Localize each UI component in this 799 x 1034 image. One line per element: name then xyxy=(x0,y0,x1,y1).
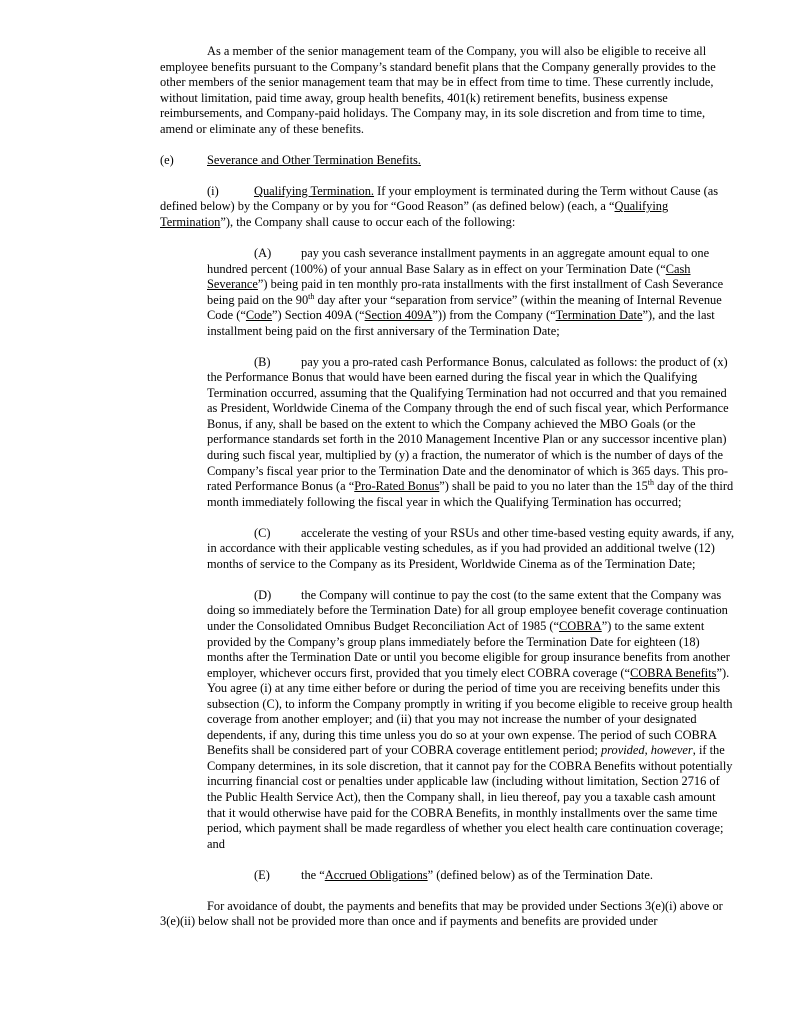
item-b-text: day of the third month immediately following the fiscal year in which the Qualifying Termination has occurred; xyxy=(207,479,734,509)
benefits-paragraph: As a member of the senior management team of the Company, you will also be eligible to receive all employee benefits pursuant to the Company’s standard benefit plans that the Company generally provides to the other members of the senior management team that may be in effect from time to time. These currently include, without limitation, paid time away, group health benefits, 401(k) retirement benefits, business expense reimbursements, and Company-paid holidays. The Company may, in its sole discretion and from time to time, amend or eliminate any of these benefits. xyxy=(160,44,716,136)
item-d-text: ”). You agree (i) at any time either before or during the period of time you are receiving benefits under this subsection (C), to inform the Company promptly in writing if you become eligible to receive group health coverage from another employer; and (ii) that you may not increase the number of your designated dependents, if any, during this time unless you do so at your own expense. The period of such COBRA Benefits shall be considered part of your COBRA coverage entitlement period; xyxy=(207,665,733,758)
ordinal-superscript: th xyxy=(647,478,655,487)
item-c-marker: (C) xyxy=(254,525,271,540)
item-d-text: , if the Company determines, in its sole discretion, that it cannot pay for the COBRA Benefits without potentially incurring financial cost or penalties under applicable law (including without limitation, Section 2716 of the Public Health Service Act), then the Company shall, in lieu thereof, pay you a taxable cash amount that it would otherwise have paid for the COBRA Benefits, in monthly installments over the same time period, which payment shall be made regardless of whether you elect health care continuation coverage; and xyxy=(207,743,733,851)
item-a-text: ”)) from the Company (“ xyxy=(432,308,556,323)
defined-term-cash-severance: Cash Severance xyxy=(207,261,691,292)
item-a-text: ”), and the last installment being paid on the first anniversary of the Termination Date; xyxy=(207,308,715,338)
item-a-text: day after your “separation from service” (within the meaning of Internal Revenue Code (“ xyxy=(207,292,722,323)
defined-term-code: Code xyxy=(245,308,273,323)
item-b-text: pay you a pro-rated cash Performance Bonus, calculated as follows: the product of (x) the Performance Bonus that would have been earned during the fiscal year in which the Qualifying Termination occurred, assuming that the Qualifying Termination had not occurred and that you remained as President, Worldwide Cinema of the Company through the end of such fiscal year, which Performance Bonus, if any, shall be based on the extent to which the Company achieved the MBO Goals (or the performance standards set forth in the 2010 Management Incentive Plan or any successor incentive plan) during such fiscal year, multiplied by (y) a fraction, the numerator of which is the number of days of the Company’s fiscal year prior to the Termination Date and the denominator of which is 365 days. This pro-rated Performance Bonus (a “ xyxy=(207,354,729,494)
item-a-text: ”) Section 409A (“ xyxy=(272,308,365,323)
item-e-paragraph xyxy=(160,868,737,884)
item-e-text: ” (defined below) as of the Termination Date. xyxy=(427,867,653,882)
defined-term-cobra-benefits: COBRA Benefits xyxy=(630,665,717,680)
qualifying-title: Qualifying Termination. xyxy=(254,183,375,198)
item-c-paragraph xyxy=(207,526,737,573)
item-a-text: ”) being paid in ten monthly pro-rata installments with the first installment of Cash Severance being paid on the 90 xyxy=(207,277,724,307)
section-e-title: Severance and Other Termination Benefits. xyxy=(207,152,421,167)
qualifying-text-b: ”), the Company shall cause to occur each of the following: xyxy=(220,214,516,229)
item-a-marker: (A) xyxy=(254,245,272,260)
ordinal-superscript: th xyxy=(308,291,315,301)
defined-term-section-409a: Section 409A xyxy=(364,308,433,323)
item-b-marker: (B) xyxy=(254,354,271,369)
defined-term-termination-date: Termination Date xyxy=(555,308,643,323)
item-d-text: ”) to the same extent provided by the Company’s group plans immediately before the Termination Date for eighteen (18) months after the Termination Date or until you become eligible for group insurance benefits from another employer, whichever occurs first, provided that you timely elect COBRA coverage (“ xyxy=(207,618,730,680)
italic-proviso: provided, however xyxy=(600,743,693,758)
item-b-text: ”) shall be paid to you no later than the 15 xyxy=(439,479,648,494)
item-d-text: the Company will continue to pay the cost (to the same extent that the Company was doing so immediately before the Termination Date) for all group employee benefit coverage continuation under the Consolidated Omnibus Budget Reconciliation Act of 1985 (“ xyxy=(207,587,728,633)
closing-paragraph: For avoidance of doubt, the payments and benefits that may be provided under Sections 3(e)(i) above or 3(e)(ii) below shall not be provided more than once and if payments and benefits are provided under xyxy=(160,898,723,929)
qualifying-termination-paragraph xyxy=(160,184,737,231)
item-e-marker: (E) xyxy=(254,867,270,882)
qualifying-text-a: If your employment is terminated during the Term without Cause (as defined below) by the Company or by you for “Good Reason” (as defined below) (each, a “ xyxy=(160,183,719,214)
document-page xyxy=(160,44,737,930)
item-c-text: accelerate the vesting of your RSUs and other time-based vesting equity awards, if any, in accordance with their applicable vesting schedules, as if you had provided an additional twelve (12) months of service to the Company as its President, Worldwide Cinema as of the Termination Date; xyxy=(207,525,735,571)
qualifying-marker: (i) xyxy=(207,183,219,198)
item-b-paragraph xyxy=(207,355,737,510)
defined-term-accrued-obligations: Accrued Obligations xyxy=(324,867,428,882)
section-e-number: (e) xyxy=(160,152,174,167)
item-a-paragraph xyxy=(207,246,737,339)
defined-term-pro-rated-bonus: Pro-Rated Bonus xyxy=(354,479,440,494)
item-d-marker: (D) xyxy=(254,587,272,602)
item-d-paragraph xyxy=(207,588,737,852)
item-e-text: the “ xyxy=(301,867,325,882)
item-a-text: pay you cash severance installment payments in an aggregate amount equal to one hundred percent (100%) of your annual Base Salary as in effect on your Termination Date (“ xyxy=(207,245,710,276)
section-e-heading xyxy=(160,153,737,169)
defined-term-cobra: COBRA xyxy=(559,618,602,633)
qualifying-term: Qualifying Termination xyxy=(160,199,669,229)
